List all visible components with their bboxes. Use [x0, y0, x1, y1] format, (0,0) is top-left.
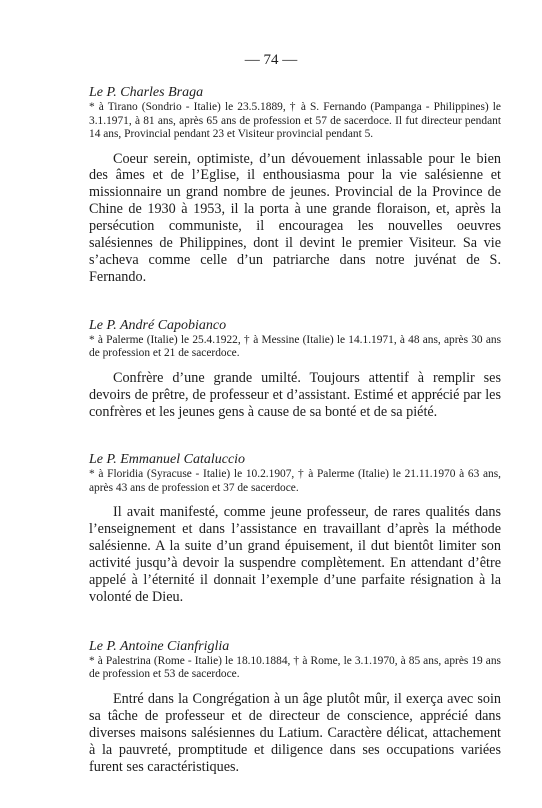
- entry-text: Confrère d’une grande umilté. Toujours attentif à remplir ses devoirs de prêtre, de professeur et d’assistant. Estimé et apprécié par les confrères et les jeunes gens à cause de sa bonté et de sa piété.: [89, 369, 501, 420]
- entry-name: Le P. Antoine Cianfriglia: [89, 638, 230, 654]
- obituary-entry: [89, 451, 501, 605]
- obituary-entry: [89, 638, 501, 776]
- obituary-entry: [89, 317, 501, 421]
- page-number: — 74 —: [244, 52, 298, 68]
- entry-dates: * à Palerme (Italie) le 25.4.1922, † à Messine (Italie) le 14.1.1971, à 48 ans, après 30 ans de profession et 21 de sacerdoce.: [89, 333, 501, 360]
- entry-dates: * à Floridia (Syracuse - Italie) le 10.2.1907, † à Palerme (Italie) le 21.11.1970 à 63 ans, après 43 ans de profession et 37 de sacerdoce.: [89, 468, 501, 494]
- obituary-entry: [89, 84, 501, 286]
- entry-name: Le P. Emmanuel Cataluccio: [89, 452, 246, 468]
- entry-dates: * à Tirano (Sondrio - Italie) le 23.5.1889, † à S. Fernando (Pampanga - Philippines) le 3.1.1971, à 81 ans, après 65 ans de profession et 57 de sacerdoce. Il fut directeur pendant 14 ans, Provincial pendant 23 et Visiteur provincial pendant 5.: [89, 101, 501, 140]
- entry-text: Il avait manifesté, comme jeune professeur, de rares qualités dans l’enseignement et dans l’assistance en travaillant d’après la méthode salésienne. A la suite d’un grand épuisement, il dut bientôt limiter son activité jusqu’à devoir la suspendre complètement. En attendant d’être appelé à l’éternité il donnait l’exemple d’une parfaite résignation à la volonté de Dieu.: [89, 504, 501, 605]
- entry-text: Coeur serein, optimiste, d’un dévouement inlassable pour le bien des âmes et de l’Eglise, il enthousiasma pour la vie salésienne et missionnaire un grand nombre de jeunes. Provincial de la Province de Chine de 1930 à 1953, il la porta à une grande floraison, et, après la persécution communiste, il encouragea les nouvelles oeuvres salésiennes de Philippines, dont il devint le premier Visiteur. Sa vie s’acheva comme celle d’un patriarche dans notre juvénat de S. Fernando.: [89, 150, 501, 285]
- entry-text: Entré dans la Congrégation à un âge plutôt mûr, il exerça avec soin sa tâche de professeur et de directeur de conscience, apprécié dans diverses maisons salésiennes du Latium. Caractère délicat, attachement à la pauvreté, promptitude et diligence dans ses occupations variées furent ses caractéristiques.: [89, 690, 501, 775]
- obituary-list: [89, 84, 501, 775]
- entry-name: Le P. André Capobianco: [89, 317, 227, 333]
- entry-name: Le P. Charles Braga: [89, 85, 204, 100]
- entry-dates: * à Palestrina (Rome - Italie) le 18.10.1884, † à Rome, le 3.1.1970, à 85 ans, après 19 ans de profession et 53 de sacerdoce.: [89, 654, 501, 681]
